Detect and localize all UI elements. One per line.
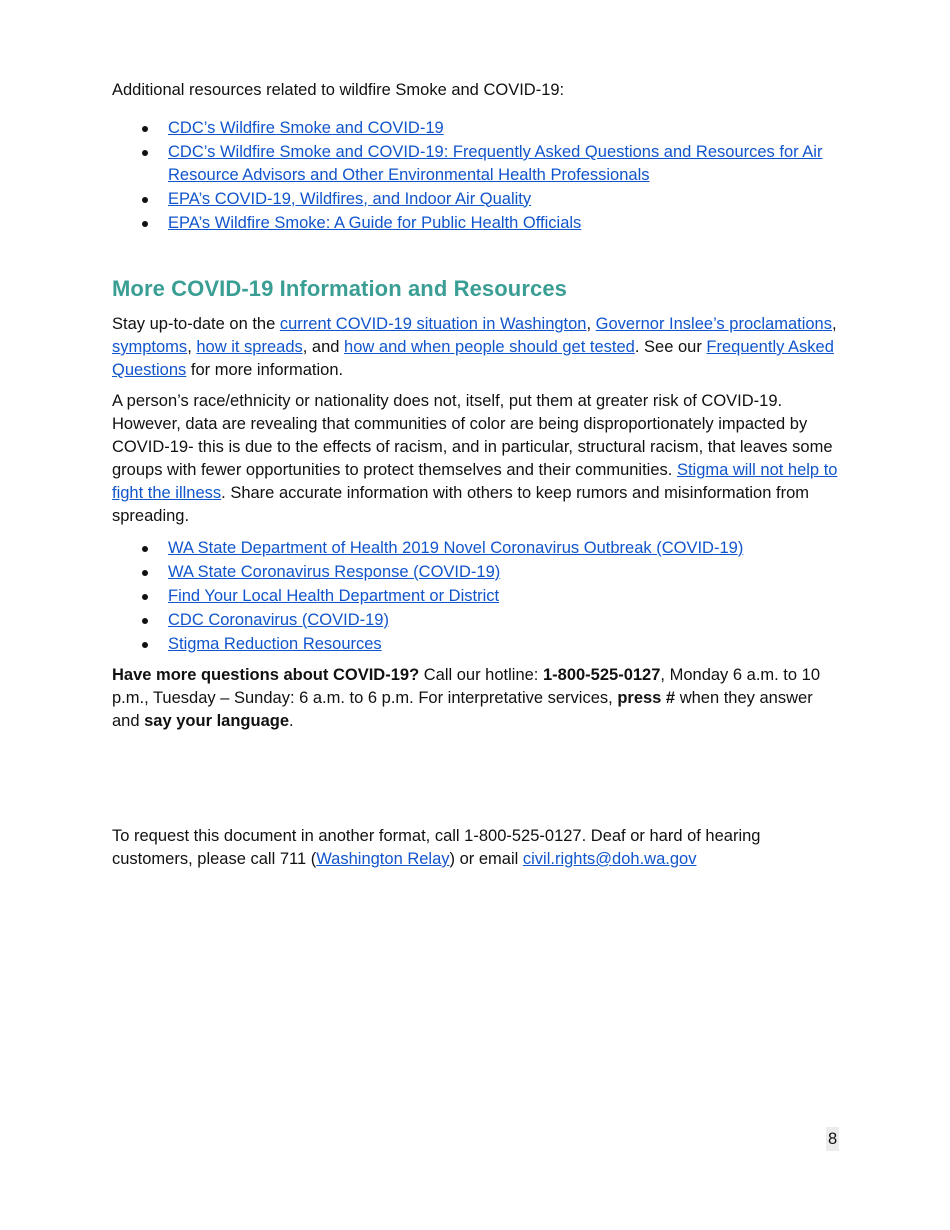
testing-link[interactable]: how and when people should get tested [344,338,635,356]
stigma-link[interactable]: Stigma will not help to fight the illness [112,461,838,502]
paragraph-text: for more information. [186,361,344,379]
bold-text: Have more questions about COVID-19? [112,666,420,684]
paragraph-text: ) or email [449,850,523,868]
list-item [112,633,840,656]
resource-link[interactable]: Stigma Reduction Resources [168,634,382,653]
bold-text: press # [617,689,676,707]
list-item [112,117,840,140]
paragraph-text: , [831,315,837,333]
paragraph-text: , and [302,338,345,356]
paragraph-text: Call our hotline: [419,666,543,684]
resource-link[interactable]: CDC’s Wildfire Smoke and COVID-19: Frequently Asked Questions and Resources for Air Resource Advisors and Other Environmental Health Professionals [168,143,823,184]
resource-link[interactable]: WA State Coronavirus Response (COVID-19) [168,562,501,581]
page-number: 8 [826,1127,839,1151]
bold-text: say your language [144,712,290,730]
paragraph-text: when they answer and [112,689,813,730]
equity-paragraph [112,390,840,528]
list-item [112,585,840,608]
list-item [112,141,840,186]
list-item [112,537,840,560]
list-item [112,609,840,632]
list-item [112,212,840,235]
resource-link[interactable]: Find Your Local Health Department or District [168,586,500,605]
email-link[interactable]: civil.rights@doh.wa.gov [522,850,697,868]
list-item [112,561,840,584]
paragraph-text: , [187,338,197,356]
list-item [112,188,840,211]
paragraph-text: , Monday 6 a.m. to 10 p.m., Tuesday – Sunday: 6 a.m. to 6 p.m. For interpretative services, [112,666,821,707]
section-heading: More COVID-19 Information and Resources [112,276,567,301]
hotline-paragraph [112,664,840,733]
paragraph-text: . See our [634,338,707,356]
proclamations-link[interactable]: Governor Inslee’s proclamations [595,315,832,333]
how-it-spreads-link[interactable]: how it spreads [196,338,303,356]
paragraph-text: . Share accurate information with others to keep rumors and misinformation from spreading. [112,484,809,525]
covid-situation-link[interactable]: current COVID-19 situation in Washington [279,315,587,333]
paragraph-text: A person’s race/ethnicity or nationality does not, itself, put them at greater risk of COVID-19. However, data are revealing that communities of color are being disproportionately impacted by COVID-19- this is due to the effects of racism, and in particular, structural racism, that leaves some groups with fewer opportunities to protect themselves and their communities. [112,392,833,479]
intro-text: Additional resources related to wildfire Smoke and COVID-19: [112,81,565,99]
symptoms-link[interactable]: symptoms [112,338,188,356]
accessibility-paragraph [112,825,840,871]
resource-link[interactable]: EPA’s COVID-19, Wildfires, and Indoor Air Quality [168,189,532,208]
paragraph-text: Stay up-to-date on the [112,315,280,333]
resource-link[interactable]: CDC Coronavirus (COVID-19) [168,610,389,629]
covid-resources-list [112,537,840,656]
paragraph-text: , [586,315,596,333]
hotline-number: 1-800-525-0127 [542,666,661,684]
resource-link[interactable]: CDC’s Wildfire Smoke and COVID-19 [168,119,444,137]
stay-updated-paragraph [112,313,840,382]
faq-link[interactable]: Frequently Asked Questions [112,338,834,379]
paragraph-text: . [289,712,294,730]
resource-link[interactable]: WA State Department of Health 2019 Novel Coronavirus Outbreak (COVID-19) [168,539,744,557]
washington-relay-link[interactable]: Washington Relay [316,850,450,868]
resource-link[interactable]: EPA’s Wildfire Smoke: A Guide for Public Health Officials [168,213,582,232]
paragraph-text: To request this document in another format, call 1-800-525-0127. Deaf or hard of hearing customers, please call 711 ( [112,827,761,868]
wildfire-resources-list [112,117,840,236]
